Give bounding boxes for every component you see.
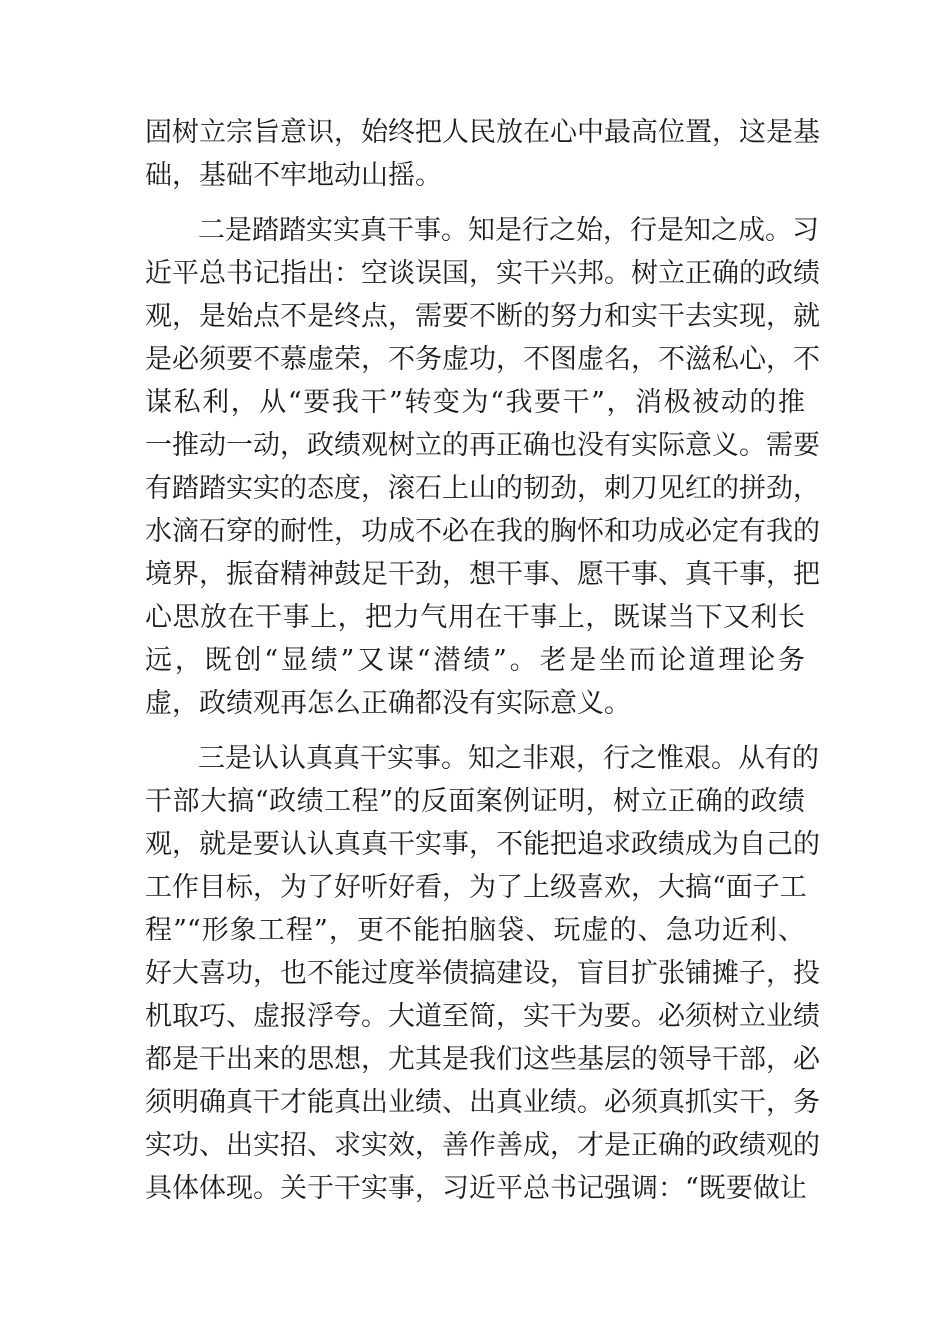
text-line: 近平总书记指出：空谈误国，实干兴邦。树立正确的政绩 [145,258,820,289]
text-line: 具体体现。关于干实事，习近平总书记强调：“既要做让 [145,1173,807,1204]
text-line: 干部大搞“政绩工程”的反面案例证明，树立正确的政绩 [145,786,805,817]
text-line: 观，是始点不是终点，需要不断的努力和实干去实现，就 [145,301,820,332]
text-line: 机取巧、虚报浮夸。大道至简，实干为要。必须树立业绩 [145,1001,820,1032]
text-line: 是必须要不慕虚荣，不务虚功，不图虚名，不滋私心，不 [145,344,820,375]
text-line: 工作目标，为了好听好看，为了上级喜欢，大搞“面子工 [145,872,807,903]
text-line: 都是干出来的思想，尤其是我们这些基层的领导干部，必 [145,1044,820,1075]
text-line: 虚，政绩观再怎么正确都没有实际意义。 [145,688,631,719]
text-line: 好大喜功，也不能过度举债搞建设，盲目扩张铺摊子，投 [145,958,820,989]
text-line: 础，基础不牢地动山摇。 [145,160,442,191]
text-line: 谋私利，从“要我干”转变为“我要干”，消极被动的推 [145,387,805,418]
text-line: 固树立宗旨意识，始终把人民放在心中最高位置，这是基 [145,117,820,148]
paragraph-first-line: 三是认认真真干实事。知之非艰，行之惟艰。从有的 [198,743,819,774]
text-line: 程”“形象工程”，更不能拍脑袋、玩虚的、急功近利、 [145,915,805,946]
text-line: 观，就是要认认真真干实事，不能把追求政绩成为自己的 [145,829,820,860]
text-line: 一推动一动，政绩观树立的再正确也没有实际意义。需要 [145,430,820,461]
text-line: 水滴石穿的耐性，功成不必在我的胸怀和功成必定有我的 [145,516,820,547]
text-line: 实功、出实招、求实效，善作善成，才是正确的政绩观的 [145,1130,820,1161]
paragraph-first-line: 二是踏踏实实真干事。知是行之始，行是知之成。习 [198,215,819,246]
text-line: 境界，振奋精神鼓足干劲，想干事、愿干事、真干事，把 [145,559,820,590]
text-line: 有踏踏实实的态度，滚石上山的韧劲，刺刀见红的拼劲， [145,473,820,504]
text-line: 须明确真干才能真出业绩、出真业绩。必须真抓实干，务 [145,1087,820,1118]
text-line: 远，既创“显绩”又谋“潜绩”。老是坐而论道理论务 [145,645,805,676]
text-line: 心思放在干事上，把力气用在干事上，既谋当下又利长 [145,602,805,633]
